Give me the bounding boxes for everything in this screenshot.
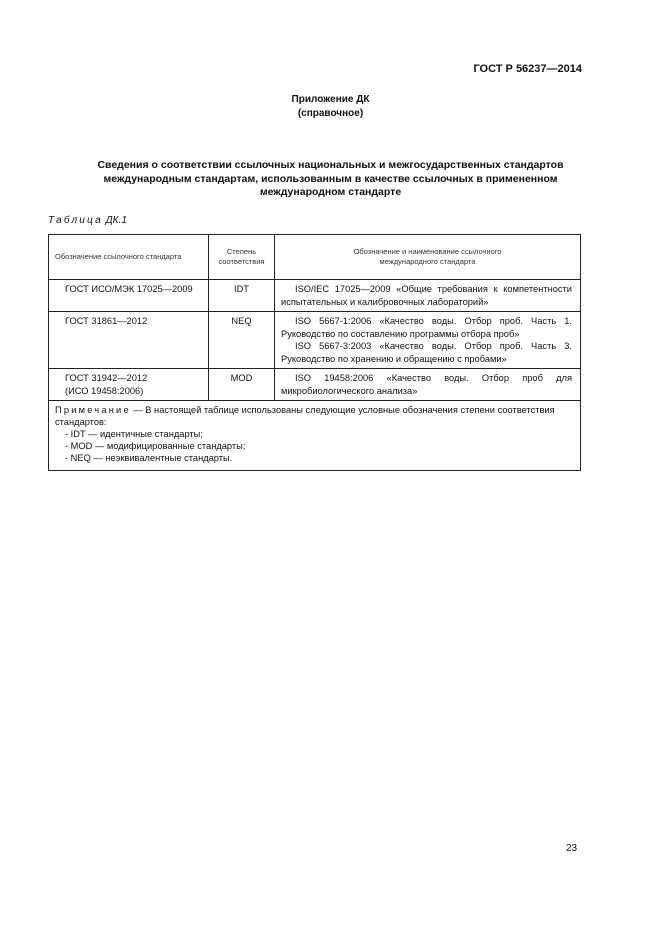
table-row <box>49 280 581 312</box>
cell-reference-standard <box>49 280 209 312</box>
note-list-item: - NEQ — неэквивалентные стандарты. <box>65 453 233 463</box>
standard-line: ГОСТ 31861—2012 <box>65 316 148 326</box>
cell-degree: IDT <box>209 280 275 312</box>
cell-reference-standard <box>49 312 209 369</box>
document-code: ГОСТ Р 56237—2014 <box>473 63 582 75</box>
international-standard-entry: ISO 19458:2006 «Качество воды. Отбор проб для микробиологического анализа» <box>281 373 572 396</box>
table-note-row <box>49 401 581 471</box>
header-international-line: Обозначение и наименование ссылочного <box>353 247 502 256</box>
header-international-line: международного стандарта <box>379 257 476 266</box>
header-international-standard <box>275 235 581 280</box>
page-number: 23 <box>566 843 578 854</box>
cell-reference-standard <box>49 369 209 401</box>
header-degree-line: соответствия <box>218 257 265 266</box>
international-standard-entry: ISO/IEC 17025—2009 «Общие требования к компетентности испытательных и калибровочных лабораторий» <box>281 284 572 307</box>
note-body: — В настоящей таблице использованы следующие условные обозначения степени соответствия стандартов: <box>55 405 555 427</box>
standard-line: (ИСО 19458:2006) <box>65 385 144 396</box>
header-reference-standard: Обозначение ссылочного стандарта <box>49 235 209 280</box>
table-caption-word: Таблица <box>48 215 103 226</box>
appendix-subtitle: (справочное) <box>297 108 364 119</box>
cell-degree: MOD <box>209 369 275 401</box>
cell-international-standard <box>275 312 581 369</box>
table-header-row <box>49 235 581 280</box>
section-title-line: международном стандарте <box>259 186 402 198</box>
note-text <box>55 404 574 428</box>
international-standard-entry: ISO 5667-1:2006 «Качество воды. Отбор проб. Часть 1. Руководство по составлению программы отбора проб» <box>281 316 572 339</box>
appendix-title: Приложение ДК <box>291 94 370 105</box>
cell-degree: NEQ <box>209 312 275 369</box>
header-degree <box>209 235 275 280</box>
table-row <box>49 312 581 369</box>
section-title <box>50 159 611 200</box>
appendix-heading <box>0 93 661 121</box>
cell-international-standard <box>275 369 581 401</box>
header-degree-line: Степень <box>226 247 257 256</box>
cell-international-standard <box>275 280 581 312</box>
table-row <box>49 369 581 401</box>
table-note <box>49 401 581 471</box>
note-label: Примечание <box>55 405 131 415</box>
international-standard-entry: ISO 5667-3:2003 «Качество воды. Отбор проб. Часть 3. Руководство по хранению и обращению с пробами» <box>281 341 572 364</box>
note-list-item: - MOD — модифицированные стандарты; <box>65 441 246 451</box>
note-list-item: - IDT — идентичные стандарты; <box>65 429 203 439</box>
table-caption-number: ДК.1 <box>105 215 127 226</box>
standard-line: ГОСТ 31942—2012 <box>65 373 148 383</box>
table-caption <box>48 215 127 226</box>
section-title-line: Сведения о соответствии ссылочных национальных и межгосударственных стандартов <box>97 159 564 171</box>
standard-line: ГОСТ ИСО/МЭК 17025—2009 <box>65 284 193 294</box>
conformity-table <box>48 234 581 471</box>
section-title-line: международным стандартам, использованным в качестве ссылочных в примененном <box>103 172 558 185</box>
